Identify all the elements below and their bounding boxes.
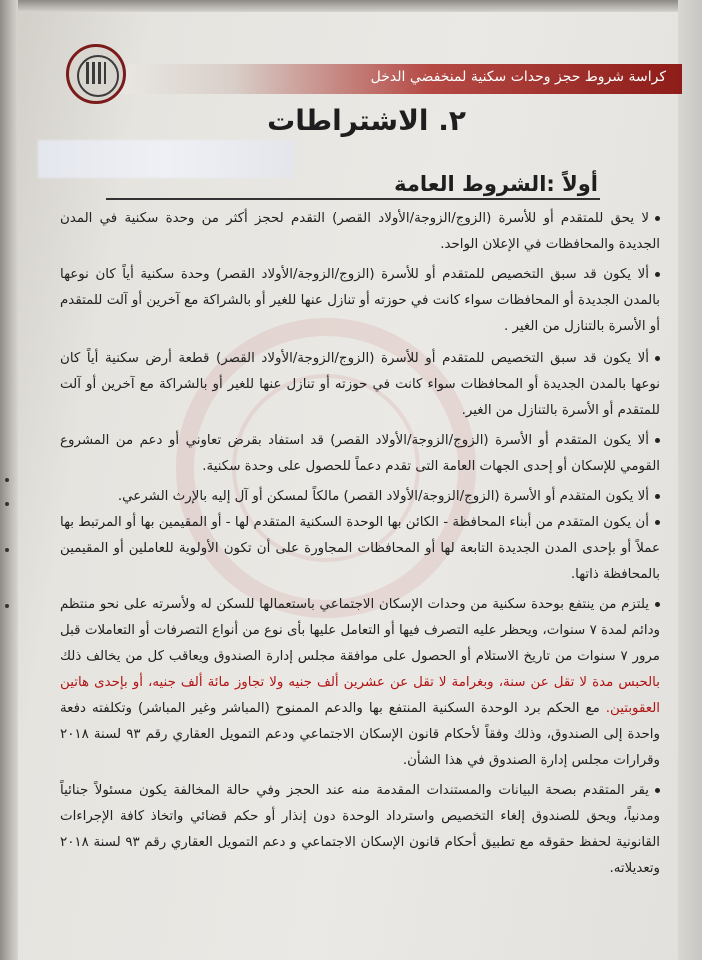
- bullet-icon: [655, 494, 660, 499]
- list-item: [60, 510, 660, 588]
- list-item-text: ألا يكون المتقدم أو الأسرة (الزوج/الزوجة/الأولاد القصر) مالكاً لمسكن أو آل إليه بالإرث الشرعي.: [117, 489, 649, 504]
- list-item-text: ألا يكون المتقدم أو الأسرة (الزوج/الزوجة/الأولاد القصر) قد استفاد بقرض تعاوني أو دعم من المشروع القومي للإسكان أو إحدى الجهات العامة التى تقدم دعماً للحصول على وحدة سكنية.: [60, 433, 660, 474]
- bullet-icon: [655, 520, 660, 525]
- list-item: [60, 346, 660, 424]
- list-item: [60, 592, 660, 774]
- list-item: [60, 484, 660, 510]
- penalty-text: بالحبس مدة لا تقل عن سنة، وبغرامة لا تقل عن عشرين ألف جنيه ولا تجاوز مائة ألف جنيه، أو بإحدى هاتين العقوبتين.: [60, 675, 660, 716]
- binder-edge: [0, 0, 18, 960]
- seal-building-icon: [86, 62, 106, 84]
- bullet-icon: [655, 272, 660, 277]
- list-item-text: يلتزم من ينتفع بوحدة سكنية من وحدات الإسكان الاجتماعي باستعمالها للسكن له ولأسرته على نحو منتظم ودائم لمدة ٧ سنوات، ويحظر عليه التصرف فيها أو التعامل عليها بأى نوع من أنواع التصرفات أو التعاملات قبل مرور ٧ سنوات من تاريخ الاستلام أو الحصول على موافقة مجلس إدارة الصندوق ويعاقب كل من يخالف ذلك: [60, 597, 661, 664]
- margin-mark: [5, 548, 9, 552]
- list-item-text-continued: مع الحكم برد الوحدة السكنية المنتفع بها والدعم الممنوح (المباشر وغير المباشر) وتكلفته دفعة واحدة إلى الصندوق، وذلك وفقاً لأحكام قانون الإسكان الاجتماعي ودعم التمويل العقاري رقم ٩٣ لسنة ٢٠١٨ وقرارات مجلس إدارة الصندوق في هذا الشأن.: [60, 701, 660, 768]
- page-right-edge: [678, 0, 702, 960]
- list-item-text: ألا يكون قد سبق التخصيص للمتقدم أو للأسرة (الزوج/الزوجة/الأولاد القصر) وحدة سكنية أياً كان نوعها بالمدن الجديدة أو المحافظات سواء كانت في حوزته أو تنازل عنها للغير أو بالشراكة مع آخرين أو آلت للمتقدم أو الأسرة بالتنازل من الغير .: [60, 267, 660, 334]
- bullet-icon: [655, 788, 660, 793]
- bullet-icon: [655, 356, 660, 361]
- list-item: [60, 206, 660, 258]
- bullet-icon: [655, 438, 660, 443]
- margin-mark: [5, 478, 9, 482]
- ministry-seal-icon: [66, 44, 126, 104]
- list-item-text: يقر المتقدم بصحة البيانات والمستندات المقدمة منه عند الحجز وفي حالة المخالفة يكون مسئولاً جنائياً ومدنياً، ويحق للصندوق إلغاء التخصيص واسترداد الوحدة دون إنذار أو حكم قضائي واتخاذ كافة الإجراءات القانونية لحفظ حقوقه مع تطبيق أحكام قانون الإسكان الاجتماعي و دعم التمويل العقاري رقم ٩٣ لسنة ٢٠١٨ وتعديلاته.: [60, 783, 660, 876]
- list-item-text: ألا يكون قد سبق التخصيص للمتقدم أو للأسرة (الزوج/الزوجة/الأولاد القصر) قطعة أرض سكنية أياً كان نوعها بالمدن الجديدة أو المحافظات سواء كانت في حوزته أو تنازل عنها للغير أو بالشراكة مع آخرين أو آلت للمتقدم أو الأسرة بالتنازل من الغير.: [60, 351, 660, 418]
- list-item-text: أن يكون المتقدم من أبناء المحافظة - الكائن بها الوحدة السكنية المتقدم لها - أو المقيمين بها أو المرتبط بها عملاً أو بإحدى المدن الجديدة التابعة لها أو المحافظات المجاورة على أن تكون الأولوية للعاملين أو المقيمين بالمحافظة ذاتها.: [60, 515, 660, 582]
- banner-text: كراسة شروط حجز وحدات سكنية لمنخفضي الدخل: [370, 69, 666, 85]
- bullet-icon: [655, 216, 660, 221]
- redacted-area: [38, 140, 294, 178]
- margin-mark: [5, 604, 9, 608]
- subsection-underline: [106, 198, 600, 200]
- subsection-title: أولاً :الشروط العامة: [394, 172, 598, 196]
- page-top-shadow: [0, 0, 702, 12]
- margin-mark: [5, 502, 9, 506]
- bullet-icon: [655, 602, 660, 607]
- list-item-text: لا يحق للمتقدم أو للأسرة (الزوج/الزوجة/الأولاد القصر) التقدم لحجز أكثر من وحدة سكنية في المدن الجديدة والمحافظات في الإعلان الواحد.: [60, 211, 660, 252]
- list-item: [60, 778, 660, 882]
- header-banner: [120, 64, 682, 94]
- list-item: [60, 428, 660, 480]
- list-item: [60, 262, 660, 340]
- section-title: ٢. الاشتراطات: [267, 104, 466, 137]
